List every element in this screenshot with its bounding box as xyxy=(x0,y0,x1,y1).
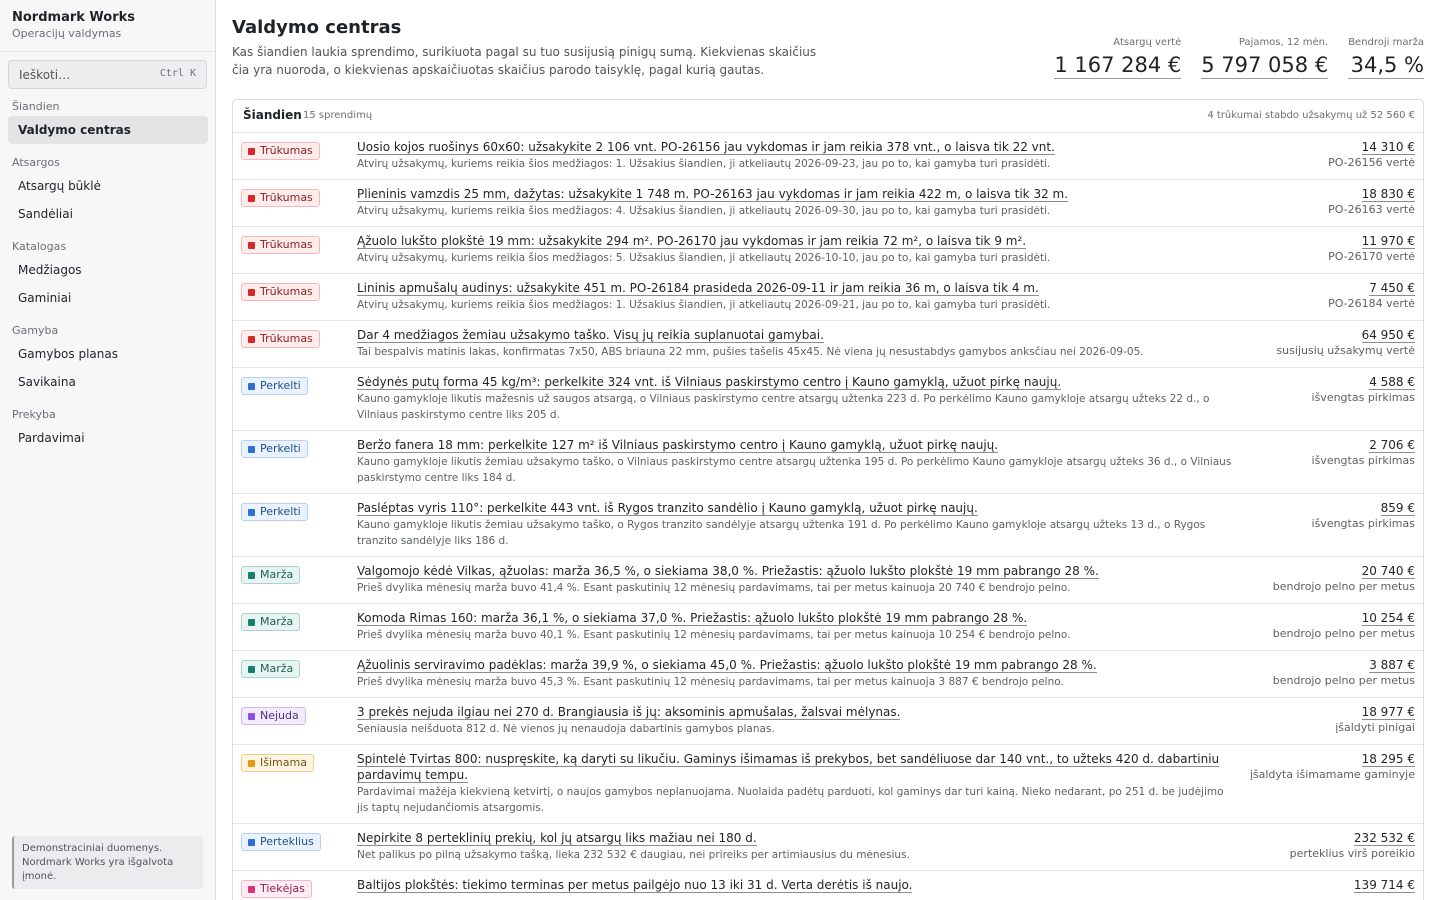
decision-badge xyxy=(241,503,308,521)
nav-group-label: Atsargos xyxy=(12,156,60,169)
sidebar-item-atsarg-b-kl-[interactable]: Atsargų būklė xyxy=(18,179,101,193)
nav-gap xyxy=(0,228,216,238)
amount-caption: išvengtas pirkimas xyxy=(1311,391,1415,404)
badge-label: Marža xyxy=(260,615,294,628)
kpi-strip xyxy=(1054,37,1424,79)
decision-title xyxy=(357,657,1227,673)
decision-link[interactable]: Spintelė Tvirtas 800: nuspręskite, ką daryti su likučiu. Gaminys išimamas iš prekybos, bet sandėliuose dar 140 vnt., to užteks 420 d. dabartiniu pardavimų tempu. xyxy=(357,752,1220,782)
decision-row[interactable] xyxy=(233,368,1423,431)
decision-link[interactable]: Dar 4 medžiagos žemiau užsakymo taško. Visų jų reikia suplanuotai gamybai. xyxy=(357,328,824,342)
decision-detail: Prieš dvylika mėnesių marža buvo 41,4 %. Esant paskutinių 12 mėnesių pardavimams, tai per metus kainuoja 20 740 € bendrojo pelno. xyxy=(357,582,1071,594)
decision-list xyxy=(233,133,1423,900)
search-input[interactable] xyxy=(9,61,149,88)
amount-caption: bendrojo pelno per metus xyxy=(1272,580,1415,593)
badge-dot-icon xyxy=(248,383,255,390)
amount-link[interactable]: 232 532 € xyxy=(1353,831,1415,845)
kpi-label: Bendroji marža xyxy=(1348,37,1424,48)
decision-title xyxy=(357,830,1227,846)
amount-caption: PO-26170 vertė xyxy=(1328,250,1415,263)
badge-dot-icon xyxy=(248,509,255,516)
decision-detail: Pardavimai mažėja kiekvieną ketvirtį, o naujos gamybos neplanuojama. Nuolaida padėtų parduoti, kol gaminys dar turi kainą. Nieko nedarant, po 251 d. be judėjimo jis taptų nejudančiomis atsargomis. xyxy=(357,786,1224,814)
decision-row[interactable] xyxy=(233,871,1423,900)
nav-gap xyxy=(0,396,216,406)
kpi xyxy=(1054,37,1181,79)
decision-badge xyxy=(241,330,320,348)
decision-amount xyxy=(1369,657,1415,673)
decision-link[interactable]: Beržo fanera 18 mm: perkelkite 127 m² iš Vilniaus paskirstymo centro į Kauno gamyklą, užuot pirkę naujų. xyxy=(357,438,999,452)
decision-title xyxy=(357,704,1227,720)
badge-label: Trūkumas xyxy=(260,285,313,298)
decision-badge xyxy=(241,613,300,631)
decision-title xyxy=(357,233,1227,249)
decision-link[interactable]: Komoda Rimas 160: marža 36,1 %, o siekiama 37,0 %. Priežastis: ąžuolo lukšto plokštė 19 mm pabrango 28 %. xyxy=(357,611,1028,625)
decision-amount xyxy=(1362,327,1415,343)
decision-badge xyxy=(241,142,320,160)
decision-link[interactable]: Pasléptas vyris 110°: perkelkite 443 vnt. iš Rygos tranzito sandėlio į Kauno gamyklą, užuot pirkę naujų. xyxy=(357,501,978,515)
badge-dot-icon xyxy=(248,713,255,720)
decision-title xyxy=(357,500,1227,516)
decision-detail: Kauno gamykloje likutis žemiau užsakymo taško, o Rygos tranzito sandėlyje atsargų užtenka 191 d. Po perkėlimo Kauno gamykloje atsargų užteks 13 d., o Rygos tranzito sandėlyje liks 186 d. xyxy=(357,519,1206,547)
sidebar-item-pardavimai[interactable]: Pardavimai xyxy=(18,431,85,445)
decision-badge xyxy=(241,833,321,851)
badge-label: Trūkumas xyxy=(260,238,313,251)
panel-header xyxy=(233,100,1423,133)
decision-badge xyxy=(241,754,314,772)
amount-caption: PO-26156 vertė xyxy=(1328,156,1415,169)
nav-group-label: Katalogas xyxy=(12,240,67,253)
decision-title xyxy=(357,374,1227,390)
blocking-summary: 4 trūkumai stabdo užsakymų už 52 560 € xyxy=(1207,110,1415,121)
brand xyxy=(0,0,215,52)
decision-amount xyxy=(1354,830,1415,846)
decision-amount xyxy=(1362,186,1415,202)
decision-detail: Atvirų užsakymų, kuriems reikia šios medžiagos: 4. Užsakius šiandien, ji atkeliautų 2026-09-30, jau po to, kai gamyba turi prasidėti. xyxy=(357,205,1051,217)
sidebar xyxy=(0,0,216,900)
badge-dot-icon xyxy=(248,242,255,249)
amount-caption: perteklius virš poreikio xyxy=(1289,847,1415,860)
badge-label: Nejuda xyxy=(260,709,299,722)
decision-detail: Atvirų užsakymų, kuriems reikia šios medžiagos: 1. Užsakius šiandien, ji atkeliautų 2026-09-23, jau po to, kai gamyba turi prasidėti. xyxy=(357,158,1051,170)
amount-link[interactable]: 20 740 € xyxy=(1361,564,1415,578)
decision-link[interactable]: Sėdynės putų forma 45 kg/m³: perkelkite 324 vnt. iš Vilniaus paskirstymo centro į Kauno gamyklą, užuot pirkę naujų. xyxy=(357,375,1062,389)
amount-link[interactable]: 4 588 € xyxy=(1369,375,1415,389)
badge-dot-icon xyxy=(248,195,255,202)
badge-label: Perteklius xyxy=(260,835,314,848)
kpi xyxy=(1348,37,1424,79)
amount-link[interactable]: 18 295 € xyxy=(1361,752,1415,766)
amount-link[interactable]: 18 977 € xyxy=(1361,705,1415,719)
decision-badge xyxy=(241,880,312,898)
amount-caption: PO-26163 vertė xyxy=(1328,203,1415,216)
amount-link[interactable]: 14 310 € xyxy=(1361,140,1415,154)
decision-link[interactable]: Ąžuolo lukšto plokštė 19 mm: užsakykite 294 m². PO-26170 jau vykdomas ir jam reikia 72 m², o laisva tik 9 m². xyxy=(357,234,1027,248)
decision-row[interactable] xyxy=(233,604,1423,651)
decision-detail: Kauno gamykloje likutis žemiau užsakymo taško, o Vilniaus paskirstymo centre atsargų užtenka 195 d. Po perkėlimo Kauno gamykloje atsargų užteks 36 d., o Vilniaus paskirstymo centre liks 184 d. xyxy=(357,456,1232,484)
kpi xyxy=(1201,37,1328,79)
decision-title xyxy=(357,751,1227,783)
decision-amount xyxy=(1362,563,1415,579)
amount-caption: PO-26184 vertė xyxy=(1328,297,1415,310)
kpi-label: Atsargų vertė xyxy=(1113,37,1182,48)
decision-detail: Atvirų užsakymų, kuriems reikia šios medžiagos: 1. Užsakius šiandien, ji atkeliautų 2026-09-21, jau po to, kai gamyba turi prasidėti. xyxy=(357,299,1051,311)
decision-title xyxy=(357,610,1227,626)
decision-row[interactable] xyxy=(233,824,1423,871)
decision-amount xyxy=(1369,437,1415,453)
badge-label: Perkelti xyxy=(260,379,301,392)
nav-group-label: Šiandien xyxy=(12,100,60,113)
badge-dot-icon xyxy=(248,336,255,343)
kpi-value-link[interactable]: 1 167 284 € xyxy=(1054,53,1182,77)
decision-row[interactable] xyxy=(233,180,1423,227)
decision-row[interactable] xyxy=(233,133,1423,180)
badge-dot-icon xyxy=(248,446,255,453)
decision-row[interactable] xyxy=(233,698,1423,745)
amount-link[interactable]: 2 706 € xyxy=(1369,438,1415,452)
decision-badge xyxy=(241,440,308,458)
badge-dot-icon xyxy=(248,619,255,626)
sidebar-item-med-iagos[interactable]: Medžiagos xyxy=(18,263,82,277)
amount-link[interactable]: 3 887 € xyxy=(1369,658,1415,672)
amount-caption: susijusių užsakymų vertė xyxy=(1276,344,1415,357)
decision-row[interactable] xyxy=(233,431,1423,494)
amount-caption: bendrojo pelno per metus xyxy=(1272,674,1415,687)
decision-row[interactable] xyxy=(233,494,1423,557)
decision-link[interactable]: Uosio kojos ruošinys 60x60: užsakykite 2 106 vnt. PO-26156 jau vykdomas ir jam reikia 378 vnt., o laisva tik 22 vnt. xyxy=(357,140,1055,154)
badge-dot-icon xyxy=(248,839,255,846)
page-description: Kas šiandien laukia sprendimo, surikiuota pagal su tuo susijusią pinigų sumą. Kiekvienas skaičius čia yra nuoroda, o kiekvienas apskaičiuotas skaičius parodo taisyklę, pagal kurią gautas. xyxy=(232,45,817,77)
nav-gap xyxy=(0,144,216,154)
badge-label: Marža xyxy=(260,662,294,675)
decision-badge xyxy=(241,707,306,725)
decision-title xyxy=(357,437,1227,453)
badge-label: Perkelti xyxy=(260,442,301,455)
decision-link[interactable]: Baltijos plokštės: tiekimo terminas per metus pailgėjo nuo 13 iki 31 d. Verta derėtis iš naujo. xyxy=(357,878,913,892)
decision-detail: Kauno gamykloje likutis mažesnis už saugos atsargą, o Vilniaus paskirstymo centre atsargų užtenka 223 d. Po perkėlimo Kauno gamykloje atsargų užteks 22 d., o Vilniaus paskirstymo centre liks 205 d. xyxy=(357,393,1210,421)
decision-detail: Tai bespalvis matinis lakas, konfirmatas 7x50, ABS briauna 22 mm, pušies tašelis 45x45. Nė viena jų nesustabdys gamybos anksčiau nei 2026-09-05. xyxy=(357,346,1144,358)
badge-label: Trūkumas xyxy=(260,144,313,157)
panel-title: Šiandien xyxy=(243,108,302,122)
amount-caption: išvengtas pirkimas xyxy=(1311,517,1415,530)
brand-subtitle: Operacijų valdymas xyxy=(12,27,122,40)
decision-amount xyxy=(1381,500,1415,516)
badge-dot-icon xyxy=(248,289,255,296)
decision-amount xyxy=(1362,233,1415,249)
decision-title xyxy=(357,877,1227,893)
decision-link[interactable]: Ąžuolinis serviravimo padėklas: marža 39,9 %, o siekiama 45,0 %. Priežastis: ąžuolo lukšto plokštė 19 mm pabrango 28 %. xyxy=(357,658,1097,672)
amount-caption: įšaldyti pinigai xyxy=(1335,721,1415,734)
decision-row[interactable] xyxy=(233,274,1423,321)
badge-label: Išimama xyxy=(260,756,307,769)
search-shortcut: Ctrl K xyxy=(159,68,196,79)
brand-name: Nordmark Works xyxy=(12,10,136,25)
decision-title xyxy=(357,327,1227,343)
amount-caption: išvengtas pirkimas xyxy=(1311,454,1415,467)
main-content xyxy=(216,0,1440,900)
amount-caption: bendrojo pelno per metus xyxy=(1272,627,1415,640)
decision-count: 15 sprendimų xyxy=(303,110,373,121)
amount-link[interactable]: 139 714 € xyxy=(1353,878,1415,892)
decision-detail: Net palikus po pilną užsakymo tašką, lieka 232 532 € daugiau, nei prireiks per artimiausius du mėnesius. xyxy=(357,849,910,861)
amount-link[interactable]: 10 254 € xyxy=(1361,611,1415,625)
sidebar-nav xyxy=(0,98,216,452)
decision-badge xyxy=(241,377,308,395)
badge-label: Tiekėjas xyxy=(260,882,305,895)
nav-group-label: Prekyba xyxy=(12,408,56,421)
decision-detail: Prieš dvylika mėnesių marža buvo 40,1 %. Esant paskutinių 12 mėnesių pardavimams, tai per metus kainuoja 10 254 € bendrojo pelno. xyxy=(357,629,1071,641)
kpi-value-link[interactable]: 5 797 058 € xyxy=(1201,53,1329,77)
decision-amount xyxy=(1354,877,1415,893)
decision-amount xyxy=(1362,139,1415,155)
kpi-label: Pajamos, 12 mėn. xyxy=(1238,37,1329,48)
sidebar-item-gaminiai[interactable]: Gaminiai xyxy=(18,291,72,305)
decision-amount xyxy=(1362,751,1415,767)
amount-link[interactable]: 64 950 € xyxy=(1361,328,1415,342)
decision-link[interactable]: Nepirkite 8 perteklinių prekių, kol jų atsargų liks mažiau nei 180 d. xyxy=(357,831,757,845)
decision-title xyxy=(357,563,1227,579)
nav-gap xyxy=(0,312,216,322)
sidebar-item-valdymo-centras[interactable]: Valdymo centras xyxy=(8,116,208,144)
decision-link[interactable]: Lininis apmušalų audinys: užsakykite 451 m. PO-26184 prasideda 2026-09-11 ir jam reikia 36 m, o laisva tik 4 m. xyxy=(357,281,1039,295)
badge-label: Perkelti xyxy=(260,505,301,518)
decision-title xyxy=(357,280,1227,296)
sidebar-item-gamybos-planas[interactable]: Gamybos planas xyxy=(18,347,118,361)
decision-badge xyxy=(241,566,300,584)
decision-row[interactable] xyxy=(233,321,1423,368)
kpi-value-link[interactable]: 34,5 % xyxy=(1348,52,1424,79)
decision-amount xyxy=(1369,374,1415,390)
decision-link[interactable]: Valgomojo kėdė Vilkas, ąžuolas: marža 36,5 %, o siekiama 38,0 %. Priežastis: ąžuolo lukšto plokštė 19 mm pabrango 28 %. xyxy=(357,564,1099,578)
decision-badge xyxy=(241,236,320,254)
amount-link[interactable]: 7 450 € xyxy=(1369,281,1415,295)
decision-row[interactable] xyxy=(233,227,1423,274)
amount-link[interactable]: 18 830 € xyxy=(1361,187,1415,201)
decision-detail: Atvirų užsakymų, kuriems reikia šios medžiagos: 5. Užsakius šiandien, ji atkeliautų 2026-10-10, jau po to, kai gamyba turi prasidėti. xyxy=(357,252,1051,264)
badge-label: Trūkumas xyxy=(260,191,313,204)
amount-link[interactable]: 11 970 € xyxy=(1361,234,1415,248)
decision-badge xyxy=(241,189,320,207)
decision-amount xyxy=(1362,704,1415,720)
decisions-panel xyxy=(232,99,1424,900)
amount-caption: įšaldyta išimamame gaminyje xyxy=(1249,768,1415,781)
badge-dot-icon xyxy=(248,886,255,893)
decision-link[interactable]: Plieninis vamzdis 25 mm, dažytas: užsakykite 1 748 m. PO-26163 jau vykdomas ir jam reikia 422 m, o laisva tik 32 m. xyxy=(357,187,1069,201)
badge-dot-icon xyxy=(248,148,255,155)
decision-detail: Prieš dvylika mėnesių marža buvo 45,3 %. Esant paskutinių 12 mėnesių pardavimams, tai per metus kainuoja 3 887 € bendrojo pelno. xyxy=(357,676,1064,688)
decision-detail: Seniausia neišduota 812 d. Nė vienos jų nenaudoja dabartinis gamybos planas. xyxy=(357,723,775,735)
demo-note: Demonstraciniai duomenys. Nordmark Works yra išgalvota įmonė. xyxy=(12,836,203,889)
decision-link[interactable]: 3 prekės nejuda ilgiau nei 270 d. Brangiausia iš jų: aksominis apmušalas, žalsvai mėlynas. xyxy=(357,705,901,719)
badge-dot-icon xyxy=(248,572,255,579)
decision-amount xyxy=(1369,280,1415,296)
decision-title xyxy=(357,186,1227,202)
decision-title xyxy=(357,139,1227,155)
decision-amount xyxy=(1362,610,1415,626)
decision-row[interactable] xyxy=(233,651,1423,698)
badge-dot-icon xyxy=(248,760,255,767)
sidebar-item-savikaina[interactable]: Savikaina xyxy=(18,375,76,389)
amount-link[interactable]: 859 € xyxy=(1380,501,1415,515)
decision-badge xyxy=(241,283,320,301)
search-box[interactable] xyxy=(8,60,207,89)
badge-dot-icon xyxy=(248,666,255,673)
badge-label: Trūkumas xyxy=(260,332,313,345)
decision-badge xyxy=(241,660,300,678)
decision-row[interactable] xyxy=(233,745,1423,824)
page-title: Valdymo centras xyxy=(232,17,402,38)
nav-group-label: Gamyba xyxy=(12,324,59,337)
badge-label: Marža xyxy=(260,568,294,581)
sidebar-item-sand-liai[interactable]: Sandėliai xyxy=(18,207,73,221)
decision-row[interactable] xyxy=(233,557,1423,604)
